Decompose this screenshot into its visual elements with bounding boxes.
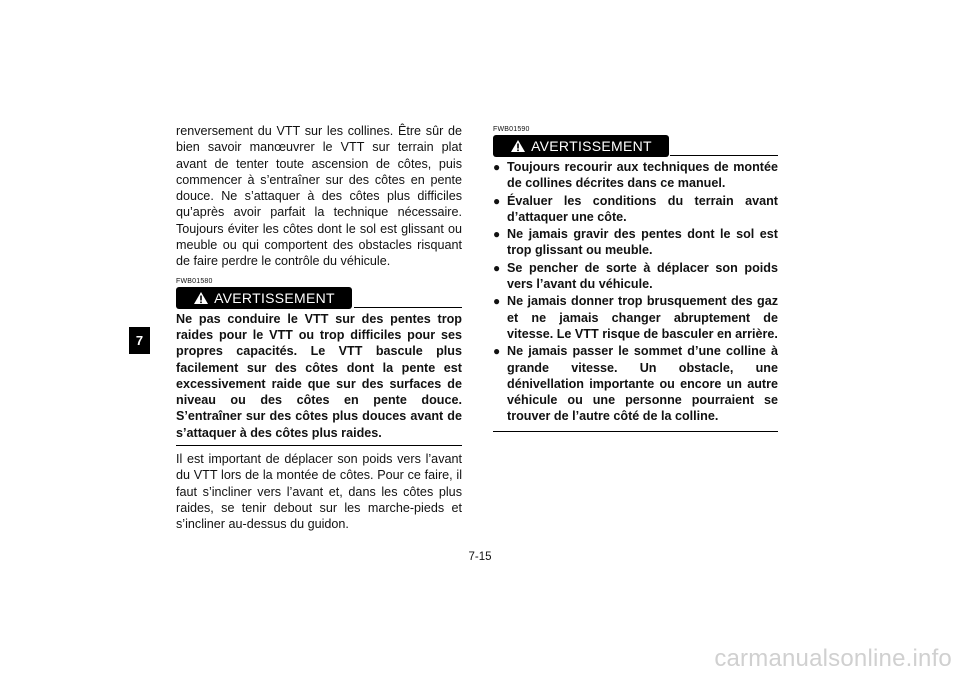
warning-code: FWB01590 bbox=[493, 126, 530, 133]
warning-header bbox=[176, 287, 462, 309]
right-column bbox=[493, 126, 778, 432]
list-item: ● Ne jamais gravir des pentes dont le sol est trop glissant ou meuble. bbox=[493, 227, 778, 258]
list-item: ● Ne jamais passer le sommet d’une colline à grande vitesse. Un obstacle, une dénivellation importante ou encore un autre véhicule ou une personne pourraient se trouver de l’autre côté de la colline. bbox=[493, 344, 778, 424]
bullet-icon: ● bbox=[493, 193, 501, 208]
warning-label: AVERTISSEMENT bbox=[214, 289, 335, 306]
warning-label: AVERTISSEMENT bbox=[531, 138, 652, 154]
left-column bbox=[176, 123, 462, 533]
intro-paragraph: renversement du VTT sur les collines. Être sûr de bien savoir manœuvrer le VTT sur terrain plat avant de tenter toute ascension de côtes, puis commencer à s’entraîner sur des côtes en pente douce. Ne s’attaquer à des côtes plus difficiles qu’après avoir parfait la technique nécessaire. Toujours éviter les côtes dont le sol est glissant ou meuble ou qui comportent des obstacles risquant de faire perdre le contrôle du véhicule. bbox=[176, 124, 462, 269]
warning-rule bbox=[670, 155, 778, 156]
body-paragraph: Il est important de déplacer son poids vers l’avant du VTT lors de la montée de côtes. Pour ce faire, il faut s’incliner vers l’avant et, dans les côtes plus raides, se tenir debout sur les marche-pieds et s’incliner au-dessus du guidon. bbox=[176, 452, 462, 532]
bullet-icon: ● bbox=[493, 227, 501, 242]
warning-triangle-icon bbox=[510, 139, 526, 153]
warning-list bbox=[493, 159, 778, 432]
watermark: carmanualsonline.info bbox=[714, 645, 952, 672]
warning-badge bbox=[176, 287, 352, 309]
list-item: ● Se pencher de sorte à déplacer son poids vers l’avant du véhicule. bbox=[493, 260, 778, 292]
warning-box-left bbox=[176, 278, 462, 446]
warning-code: FWB01580 bbox=[176, 277, 213, 285]
list-item: ● Toujours recourir aux techniques de montée de collines décrites dans ce manuel. bbox=[493, 160, 778, 191]
warning-badge bbox=[493, 135, 669, 157]
warning-triangle-icon bbox=[193, 291, 209, 305]
bullet-icon: ● bbox=[493, 294, 501, 309]
warning-text: Ne pas conduire le VTT sur des pentes trop raides pour le VTT ou trop difficiles pour ses propres capacités. Le VTT bascule plus facilement sur des côtes dont la pente est excessivement raide que sur des surfaces de niveau ou des côtes en pente douce. S’entraîner sur des côtes plus douces avant de s’attaquer à des côtes plus raides. bbox=[176, 311, 462, 446]
list-item: ● Évaluer les conditions du terrain avant d’attaquer une côte. bbox=[493, 193, 778, 224]
warning-header bbox=[493, 135, 778, 157]
bullet-icon: ● bbox=[493, 344, 501, 359]
chapter-tab: 7 bbox=[129, 327, 150, 354]
bullet-icon: ● bbox=[493, 160, 501, 174]
warning-rule bbox=[354, 307, 462, 308]
page-number: 7-15 bbox=[468, 551, 492, 563]
bullet-icon: ● bbox=[493, 260, 501, 275]
warning-box-right bbox=[493, 126, 778, 432]
list-item: ● Ne jamais donner trop brusquement des gaz et ne jamais changer abruptement de vitesse. Le VTT risque de basculer en arrière. bbox=[493, 294, 778, 341]
